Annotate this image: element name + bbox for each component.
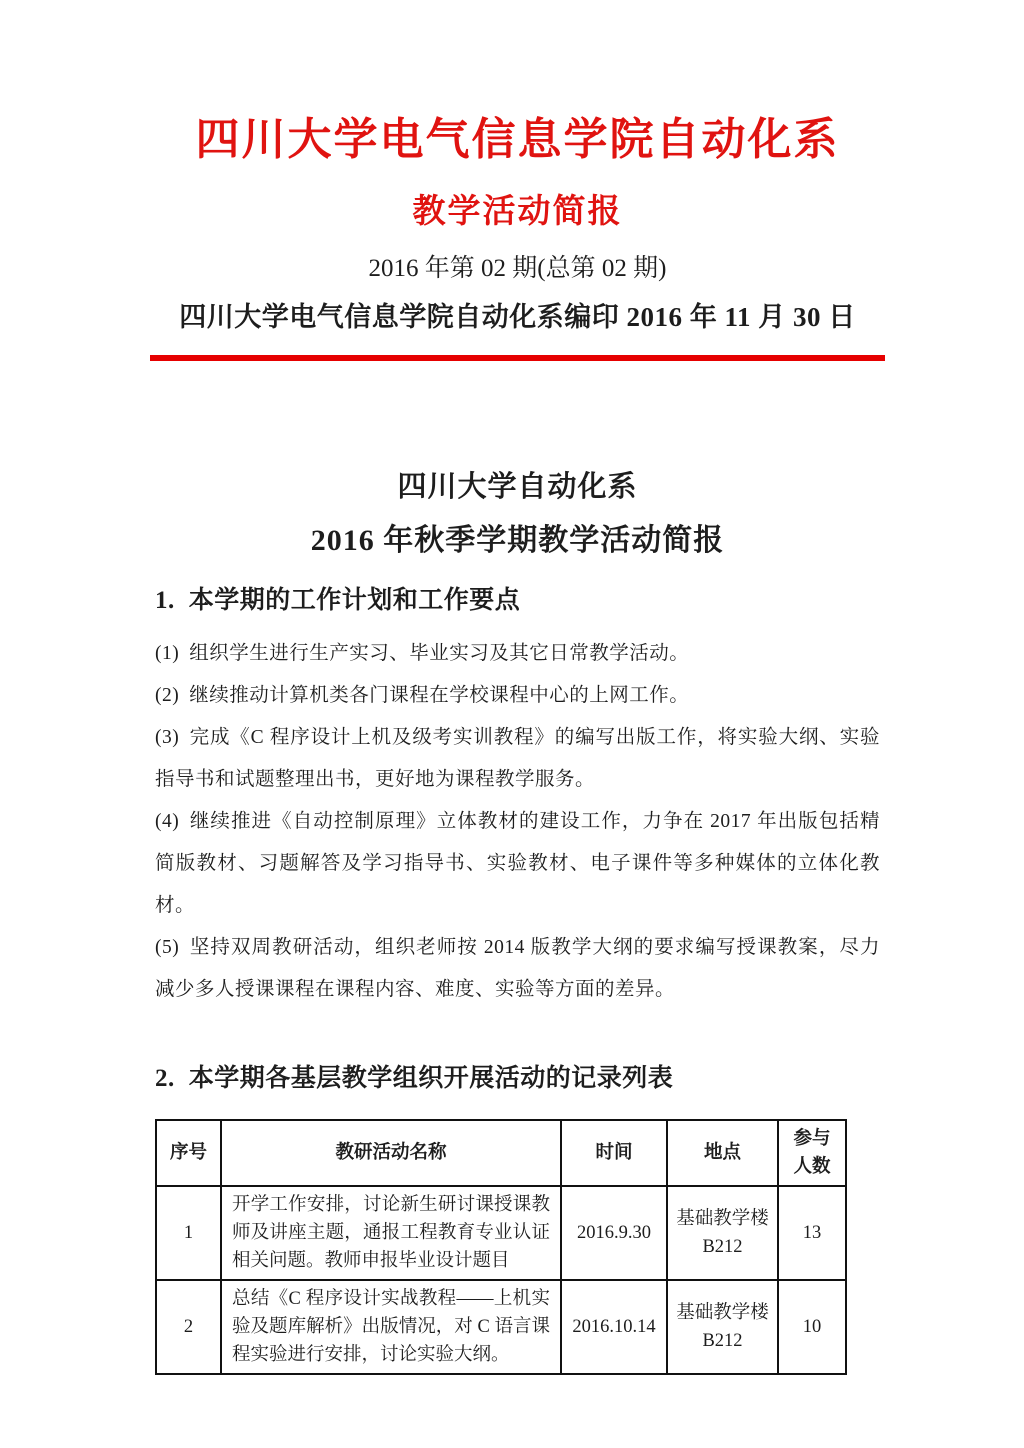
header-participant-count: 参与 人数: [778, 1120, 846, 1186]
table-row: [156, 1186, 846, 1280]
header-serial-number: 序号: [156, 1120, 221, 1186]
cell-activity-name: 开学工作安排，讨论新生研讨课授课教师及讲座主题，通报工程教育专业认证相关问题。教师申报毕业设计题目: [221, 1186, 561, 1280]
masthead: [155, 112, 880, 361]
item-number: (2): [155, 685, 180, 707]
report-title-line1: 四川大学自动化系: [397, 471, 638, 504]
item-text: 继续推进《自动控制原理》立体教材的建设工作，力争在 2017 年出版包括精简版教材、习题解答及学习指导书、实验教材、电子课件等多种媒体的立体化教材。: [155, 811, 880, 917]
item-text: 完成《C 程序设计上机及级考实训教程》的编写出版工作，将实验大纲、实验指导书和试题整理出书，更好地为课程教学服务。: [155, 727, 880, 791]
red-divider-rule: [150, 355, 885, 361]
masthead-title: 四川大学电气信息学院自动化系: [195, 115, 840, 164]
table-row: [156, 1280, 846, 1374]
issue-line: 2016 年第 02 期(总第 02 期): [368, 254, 667, 282]
cell-activity-name: 总结《C 程序设计实战教程——上机实验及题库解析》出版情况，对 C 语言课程实验进行安排，讨论实验大纲。: [221, 1280, 561, 1374]
item-number: (1): [155, 643, 180, 665]
section-1-heading-text: 本学期的工作计划和工作要点: [188, 587, 521, 615]
report-title-line2: 2016 年秋季学期教学活动简报: [310, 523, 725, 557]
work-plan-item: [155, 717, 880, 801]
cell-participant-count: 13: [778, 1186, 846, 1280]
cell-participant-count: 10: [778, 1280, 846, 1374]
section-2-number: 2.: [155, 1065, 175, 1093]
cell-time: 2016.9.30: [561, 1186, 667, 1280]
work-plan-item: [155, 633, 880, 675]
masthead-subtitle: 教学活动简报: [412, 194, 623, 230]
header-activity-name: 教研活动名称: [221, 1120, 561, 1186]
item-text: 继续推动计算机类各门课程在学校课程中心的上网工作。: [189, 685, 690, 707]
cell-serial-number: 1: [156, 1186, 221, 1280]
section-1-number: 1.: [155, 587, 175, 615]
header-place: 地点: [667, 1120, 778, 1186]
work-plan-item: [155, 675, 880, 717]
table-header-row: [156, 1120, 846, 1186]
work-plan-list: [155, 633, 880, 1011]
section-1-heading: [155, 586, 880, 616]
item-number: (5): [155, 937, 180, 959]
item-text: 组织学生进行生产实习、毕业实习及其它日常教学活动。: [189, 643, 690, 665]
section-2-heading-text: 本学期各基层教学组织开展活动的记录列表: [188, 1065, 674, 1093]
cell-place: 基础教学楼 B212: [667, 1186, 778, 1280]
cell-time: 2016.10.14: [561, 1280, 667, 1374]
section-2-heading: [155, 1064, 880, 1094]
cell-serial-number: 2: [156, 1280, 221, 1374]
cell-place: 基础教学楼 B212: [667, 1280, 778, 1374]
item-number: (3): [155, 727, 180, 749]
work-plan-item: [155, 927, 880, 1011]
item-number: (4): [155, 811, 180, 833]
header-time: 时间: [561, 1120, 667, 1186]
publisher-line: 四川大学电气信息学院自动化系编印 2016 年 11 月 30 日: [179, 301, 856, 332]
item-text: 坚持双周教研活动，组织老师按 2014 版教学大纲的要求编写授课教案，尽力减少多人授课课程在课程内容、难度、实验等方面的差异。: [155, 937, 880, 1001]
work-plan-item: [155, 801, 880, 927]
activity-record-table: [155, 1119, 847, 1375]
